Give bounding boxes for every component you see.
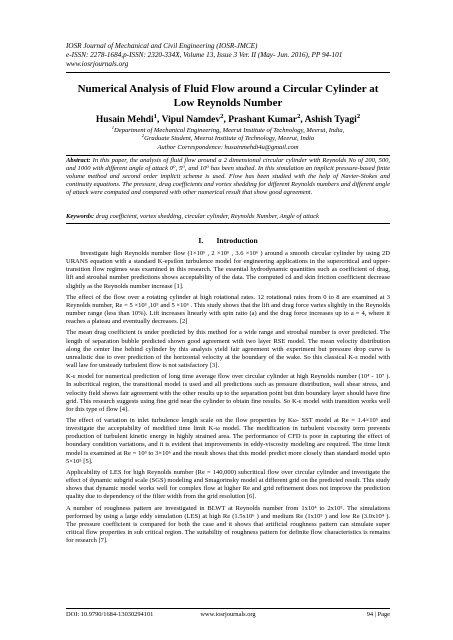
abstract-divider-bottom [66,223,390,224]
abstract [66,157,390,197]
journal-website[interactable]: www.iosrjournals.org [66,60,129,68]
author-affil-sup: 2 [356,112,361,120]
keywords-label: Keywords: [66,213,95,220]
keywords [66,213,390,221]
paragraph: Applicability of LES for high Reynolds number (Re = 140,000) subcritical flow over circular cylinder and investigate the effect of dynamic subgrid scale (SGS) modeling and Smagorinsky model at different grid on the predicted result. This study shows that dynamic model works well for complex flow at higher Re and grid refinement does not improve the prediction quality due to dependency of the filter width from the grid resolution [6]. [66,468,390,501]
journal-name: IOSR Journal of Mechanical and Civil Engineering (IOSR-JMCE) [66,42,258,50]
author-name: Vipul Namdev [161,115,221,125]
keywords-text: drag coefficient, vortex shedding, circular cylinder, Reynolds Number, Angle of attack [95,213,319,220]
author-name: Prashant Kumar [228,115,298,125]
paragraph: The mean drag coefficient is under predicted by this method for a wide range and strouhal number is over predicted. The length of separation bubble predicted shown good agreement with two layer RSE model. The mean velocity distribution along the center line behind cylinder by this analysis yield fair agreement with experiment but pressure drop curve is unrealistic due to over prediction of the horizontal velocity at the boundary of the wake. So this classical K-ε model with wall law for unsteady turbulent flow is not satisfactory [3]. [66,329,390,370]
paragraph: A number of roughness pattern are investigated in BLWT at Reynolds number from 1x10⁴ to 2x10⁵. The simulations performed by using a large eddy simulation (LES) at high Re (1.5x10⁶ ) and medium Re (1x10⁵ ) and low Re (3.0x10⁴ ). The pressure coefficient is compared for both the case and it shows that artificial roughness pattern can simulate super critical flow properties in sub critical region. The suitability of roughness pattern for definite flow characteristics is remains for research [7]. [66,504,390,545]
paragraph: K-ε model for numerical prediction of long time average flow over circular cylinder at high Reynolds number (10⁴ - 10⁷ ). In subcritical region, the transitional model is used and all predictions such as pressure distribution, wall shear stress, and velocity field shows fair agreement with the other results up to the separation point but thin boundary layer should have fine grid. This research suggests using fine grid near the cylinder to obtain fine results. So K-ε model with transition works well for this type of flow [4]. [66,373,390,413]
paragraph: The effect of the flow over a rotating cylinder at high rotational rates. 12 rotational rates from 0 to 8 are examined at 3 Reynolds number, Re = 5 ×10³ ,10⁵ and 5 ×10⁶ . This study shows that the lift and drag force varies slightly in the Reynolds number range (less than 10%). Lift increases linearly with spin ratio (a) and the drag force increases up to a = 4, where it reaches a plateau and eventually decreases. [2] [66,293,390,326]
title-line-1: Numerical Analysis of Fluid Flow around a Circular Cylinder at [77,83,379,95]
affiliation-1: $^1$Department of Mechanical Engineering, Meerut Institute of Technology, Meerut, India, [111,124,345,134]
footer-divider [66,608,390,609]
paper-title [66,82,390,110]
correspondence: Author Correspondence: husainmehdi4u@gmail.com [157,143,299,151]
abstract-text: In this paper, the analysis of fluid flow around a 2 dimensional circular cylinder with Reynolds No of 200, 500, and 1000 with different angle of attack 0⁰, 5⁰, and 10⁰ has been studied. In this simulation an implicit pressure-based finite volume method and second order implicit scheme is used. Flow has been studied with the help of Navier-Stokes and continuity equations. The pressure, drag coefficients and vortex shedding for different Reynolds numbers and different angle of attack were computed and compared with other numerical result that show good agreement. [66,157,391,197]
footer-website[interactable]: www.iosrjournals.org [200,611,256,618]
body-text [66,250,390,548]
abstract-label: Abstract: [66,157,91,164]
journal-header [66,42,342,69]
author-affil-sup: 2 [220,112,224,120]
section-number: I. [198,236,204,245]
author-name: Husain Mehdi [95,115,154,125]
author-list: Husain Mehdi$^1$, Vipul Namdev$^2$, Prashant Kumar$^2$, Ashish Tyagi$^2$ [95,112,361,125]
affiliation-2: $^2$Graduate Student, Meerut Institute of Technology, Meerut, India [141,133,315,143]
abstract-divider-top [66,155,390,156]
author-affil-sup: 1 [153,112,157,120]
affiliations [66,124,390,152]
footer-doi: DOI: 10.9790/1684-13030294101 [66,611,154,618]
section-heading [66,236,390,245]
author-affil-sup: 2 [297,112,301,120]
title-line-2: Low Reynolds Number [173,97,283,109]
journal-issn: e-ISSN: 2278-1684,p-ISSN: 2320-334X, Volume 13, Issue 3 Ver. II (May- Jun. 2016), PP 94-101 [66,51,343,59]
paragraph: Investigate high Reynolds number flow (1×10⁶ , 2 ×10⁶ , 3.6 ×10⁶ ) around a smooth circular cylinder by using 2D URANS equation with a standard K-epsilon turbulence model for engineering applications in the supercritical and upper-transition flow regimes was examined in this research. The essential hydrodynamic quantities such as coefficient of drag, lift and strouhal number predictions shows acceptability of the data. The computed cd and skin friction coefficient decrease slightly as the Reynolds number increase [1]. [66,250,390,290]
section-title: Introduction [216,236,258,245]
footer-page-number: 94 | Page [366,611,390,618]
author-name: Ashish Tyagi [304,115,357,125]
paragraph: The effect of variation in inlet turbulence length scale on the flow properties by Kω- SST model at Re = 1.4×10⁵ and investigate the acceptability of modified time limit K-ω model. The modification in turbulent viscosity term prevents production of turbulent kinetic energy in highly strained area. The performance of CFD is poor in capturing the effect of boundary condition variations, and it is evident that improvements in eddy-viscosity modeling are required. The time limit model is examined at Re = 10³ to 3×10⁶ and the result shows that this model predict more closely than standard model upto 5×10⁵ [5]. [66,416,390,465]
header-divider [66,72,390,73]
